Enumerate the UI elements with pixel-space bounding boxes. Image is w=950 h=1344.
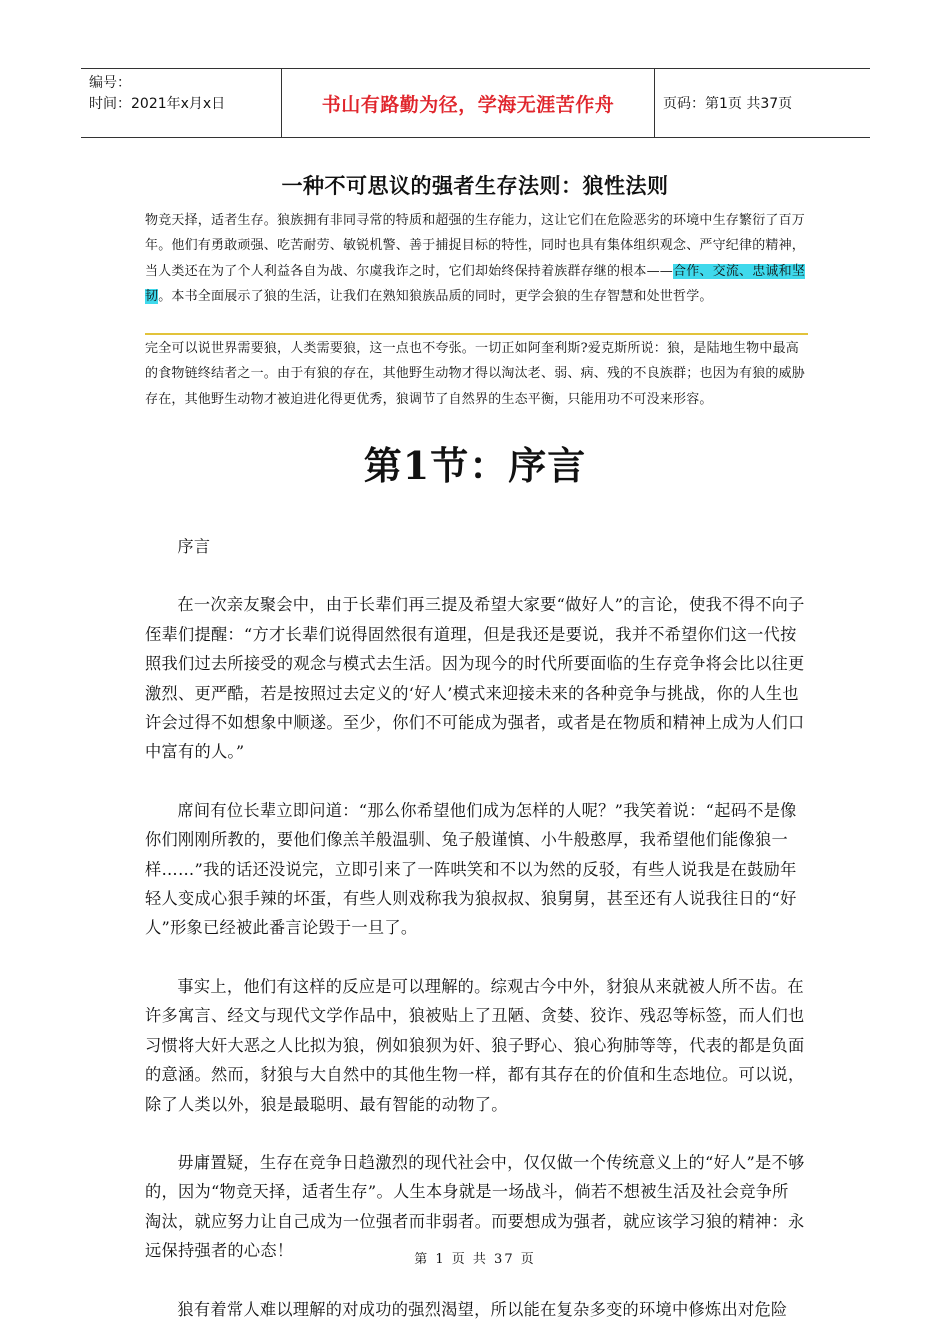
paragraph-preface-label: 序言 <box>177 537 211 556</box>
page-info: 页码：第1页 共37页 <box>663 96 793 112</box>
abstract-text-before: 物竞天择，适者生存。狼族拥有非同寻常的特质和超强的生存能力，这让它们在危险恶劣的环境中生存繁衍了百万年。他们有勇敢顽强、吃苦耐劳、敏锐机警、善于捕捉目标的特性，同时也具有集体组织观念、严守纪律的精神，当人类还在为了个人利益各自为战、尔虞我诈之时，它们却始终保持着族群存继的根本—— <box>145 213 806 279</box>
serial-label: 编号： <box>89 75 131 91</box>
motto-text: 书山有路勤为径，学海无涯苦作舟 <box>321 93 615 116</box>
paragraph-3: 事实上，他们有这样的反应是可以理解的。综观古今中外，豺狼从来就被人所不齿。在许多寓言、经文与现代文学作品中，狼被贴上了丑陋、贪婪、狡诈、残忍等标签，而人们也习惯将大奸大恶之人比拟为狼，例如狼狈为奸、狼子野心、狼心狗肺等等，代表的都是负面的意涵。然而，豺狼与大自然中的其他生物一样，都有其存在的价值和生态地位。可以说，除了人类以外，狼是最聪明、最有智能的动物了。 <box>145 976 805 1114</box>
paragraph-4: 毋庸置疑，生存在竞争日趋激烈的现代社会中，仅仅做一个传统意义上的“好人”是不够的，因为“物竞天择，适者生存”。人生本身就是一场战斗，倘若不想被生活及社会竞争所淘汰，就应努力让自己成为一位强者而非弱者。而要想成为强者，就应该学习狼的精神：永远保持强者的心态！ <box>145 1152 805 1261</box>
header-meta-cell <box>81 69 281 137</box>
abstract-paragraph <box>145 208 810 309</box>
abstract-text-after: 。本书全面展示了狼的生活，让我们在熟知狼族品质的同时，更学会狼的生存智慧和处世哲学。 <box>158 288 713 304</box>
section-heading: 第1节：序言 <box>363 443 587 488</box>
page-footer: 第 1 页 共 37 页 <box>414 1252 536 1267</box>
highlighted-phrase: 合作、交流、忠诚和坚韧 <box>145 263 806 304</box>
header-motto-cell <box>281 69 655 137</box>
header-table <box>81 68 870 138</box>
header-page-cell <box>655 69 870 137</box>
document-title: 一种不可思议的强者生存法则：狼性法则 <box>281 174 669 198</box>
paragraph-2: 席间有位长辈立即问道：“那么你希望他们成为怎样的人呢？”我笑着说：“起码不是像你们刚刚所教的，要他们像羔羊般温驯、兔子般谨慎、小牛般憨厚，我希望他们能像狼一样……”我的话还没说完，立即引来了一阵哄笑和不以为然的反驳，有些人说我是在鼓励年轻人变成心狠手辣的坏蛋，有些人则戏称我为狼叔叔、狼舅舅，甚至还有人说我往日的“好人”形象已经被此番言论毁于一旦了。 <box>145 800 797 938</box>
paragraph-5: 狼有着常人难以理解的对成功的强烈渴望，所以能在复杂多变的环境中修炼出对危险 <box>177 1299 788 1319</box>
divider-line <box>145 333 808 335</box>
paragraph-1: 在一次亲友聚会中，由于长辈们再三提及希望大家要“做好人”的言论，使我不得不向子侄辈们提醒：“方才长辈们说得固然很有道理，但是我还是要说，我并不希望你们这一代按照我们过去所接受的观念与模式去生活。因为现今的时代所要面临的生存竞争将会比以往更激烈、更严酷，若是按照过去定义的‘好人’模式来迎接未来的各种竞争与挑战，你的人生也许会过得不如想象中顺遂。至少，你们不可能成为强者，或者是在物质和精神上成为人们口中富有的人。” <box>145 595 805 762</box>
abstract-second-paragraph: 完全可以说世界需要狼，人类需要狼，这一点也不夸张。一切正如阿奎利斯?爱克斯所说：狼，是陆地生物中最高的食物链终结者之一。由于有狼的存在，其他野生动物才得以淘汰老、弱、病、残的不良族群；也因为有狼的威胁存在，其他野生动物才被迫进化得更优秀，狼调节了自然界的生态平衡，只能用功不可没来形容。 <box>145 341 806 407</box>
time-label: 时间：2021年x月x日 <box>89 96 226 112</box>
body-text <box>145 532 805 1324</box>
